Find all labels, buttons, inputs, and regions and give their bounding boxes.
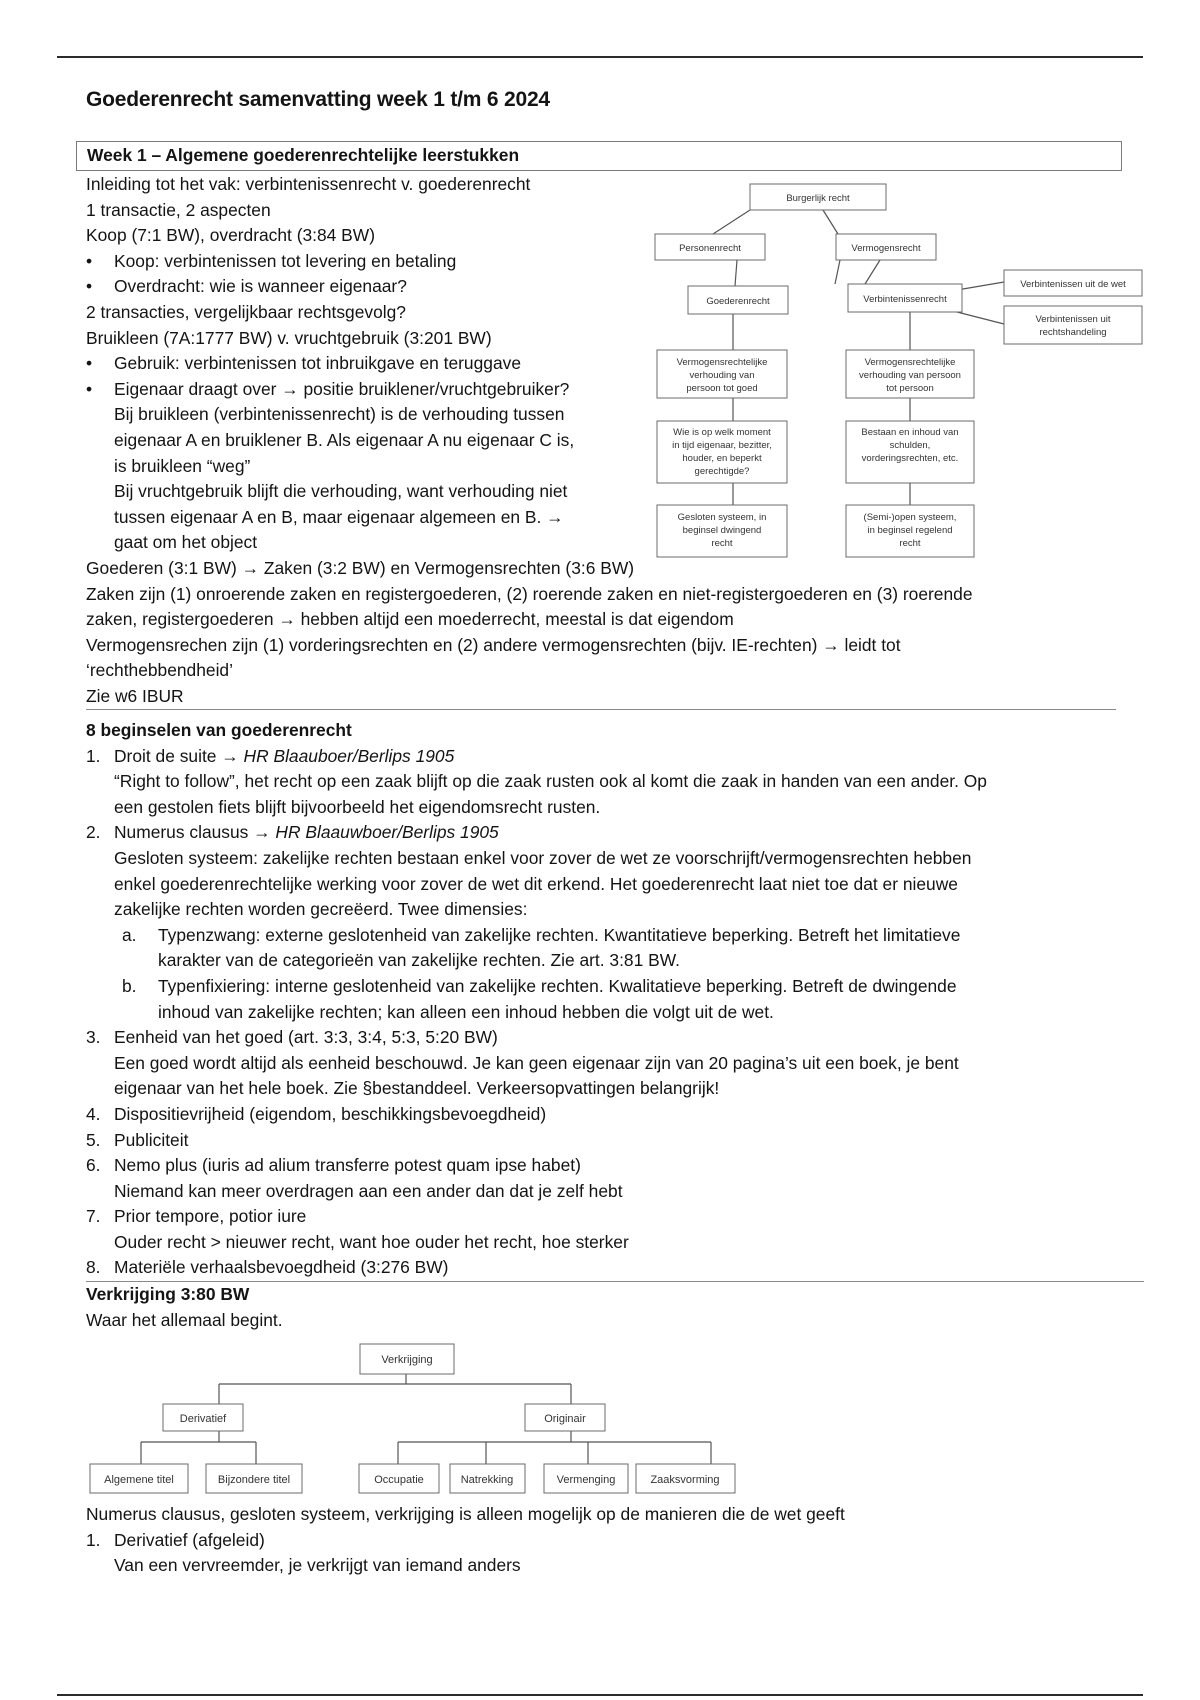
node-label: rechtshandeling: [1039, 327, 1107, 338]
bullet-item: • Overdracht: wie is wanneer eigenaar?: [86, 274, 1126, 300]
document-title: Goederenrecht samenvatting week 1 t/m 6 2024: [86, 88, 550, 111]
list-item: [86, 820, 1126, 846]
bullet-item: • Koop: verbintenissen tot levering en betaling: [86, 249, 1126, 275]
node-label: recht: [899, 538, 921, 549]
intro-line: Bruikleen (7A:1777 BW) v. vruchtgebruik (3:201 BW): [86, 327, 492, 348]
list-item: [86, 1255, 1144, 1282]
node-label: verhouding van: [689, 370, 755, 381]
node-label: Vermogensrecht: [851, 243, 921, 254]
list-item: [86, 1025, 1126, 1051]
node-label: Vermenging: [556, 1474, 616, 1486]
item-text: Prior tempore, potior iure: [114, 1206, 307, 1227]
list-number: 3.: [86, 1027, 101, 1048]
item-text: Eenheid van het goed (art. 3:3, 3:4, 5:3, 5:20 BW): [114, 1027, 498, 1048]
item-detail: Ouder recht > nieuwer recht, want hoe ouder het recht, hoe sterker: [114, 1231, 629, 1252]
list-number: 8.: [86, 1257, 101, 1278]
item-text: Publiciteit: [114, 1129, 189, 1150]
node-label: Bestaan en inhoud van: [861, 427, 959, 438]
node-label: Verkrijging: [381, 1354, 433, 1366]
node-label: beginsel dwingend: [682, 525, 762, 536]
node-label: houder, en beperkt: [682, 453, 762, 464]
item-detail: enkel goederenrechtelijke werking voor zover de wet dit erkend. Het goederenrecht laat niet toe dat er nieuwe: [114, 873, 958, 894]
item-text: Nemo plus (iuris ad alium transferre potest quam ipse habet): [114, 1155, 581, 1176]
list-number: 6.: [86, 1155, 101, 1176]
sub-text: karakter van de categorieën van zakelijke rechten. Zie art. 3:81 BW.: [158, 950, 680, 971]
node-label: Natrekking: [460, 1474, 514, 1486]
list-number: 4.: [86, 1103, 101, 1124]
node-label: in beginsel regelend: [867, 525, 953, 536]
node-label: Zaaksvorming: [650, 1474, 720, 1486]
intro-line: Goederen (3:1 BW) → Zaken (3:2 BW) en Vermogensrechten (3:6 BW): [86, 557, 635, 578]
node-label: Originair: [544, 1413, 586, 1425]
indented-line: is bruikleen “weg”: [114, 455, 251, 476]
node-label: recht: [711, 538, 733, 549]
item-text: Dispositievrijheid (eigendom, beschikkingsbevoegdheid): [114, 1103, 547, 1124]
indented-line: tussen eigenaar A en B, maar eigenaar algemeen en B. →: [114, 506, 564, 527]
item-detail: Van een vervreemder, je verkrijgt van iemand anders: [114, 1555, 521, 1576]
node-label: Verbintenissen uit: [1035, 314, 1111, 325]
item-text: Derivatief (afgeleid): [114, 1529, 265, 1550]
node-label: Verbintenissen uit de wet: [1020, 279, 1126, 290]
list-number: 5.: [86, 1129, 101, 1150]
intro-line: Vermogensrechen zijn (1) vorderingsrechten en (2) andere vermogensrechten (bijv. IE-rechten) → leidt tot: [86, 634, 901, 655]
list-number: 2.: [86, 822, 101, 843]
sub-text: inhoud van zakelijke rechten; kan alleen een inhoud hebben die volgt uit de wet.: [158, 1001, 774, 1022]
list-number: 7.: [86, 1206, 101, 1227]
node-label: Bijzondere titel: [217, 1474, 291, 1486]
node-label: Occupatie: [374, 1474, 424, 1486]
list-number: 1.: [86, 1529, 101, 1550]
node-label: gerechtigde?: [694, 466, 750, 477]
sub-letter: b.: [122, 975, 137, 996]
node-label: Vermogensrechtelijke: [864, 357, 956, 368]
item-detail: Niemand kan meer overdragen aan een ander dan dat je zelf hebt: [114, 1180, 623, 1201]
intro-line: Zie w6 IBUR: [86, 684, 1116, 711]
node-label: Algemene titel: [104, 1474, 174, 1486]
bottom-rule: [57, 1694, 1143, 1696]
list-item: [86, 1528, 1126, 1554]
item-text: Droit de suite →: [114, 745, 244, 766]
node-label: persoon tot goed: [686, 383, 758, 394]
item-text: Numerus clausus →: [114, 822, 276, 843]
bullet-item: • Eigenaar draagt over → positie bruiklener/vruchtgebruiker?: [86, 377, 1126, 403]
intro-line: 2 transacties, vergelijkbaar rechtsgevolg?: [86, 301, 406, 322]
list-item: [86, 1102, 1126, 1128]
node-label: Derivatief: [179, 1413, 227, 1425]
node-label: Goederenrecht: [706, 296, 770, 307]
item-detail: Een goed wordt altijd als eenheid beschouwd. Je kan geen eigenaar zijn van 20 pagina’s uit een boek, je bent: [114, 1052, 959, 1073]
section-intro: Waar het allemaal begint.: [86, 1309, 283, 1330]
item-detail: een gestolen fiets blijft bijvoorbeeld het eigendomsrecht rusten.: [114, 796, 601, 817]
sub-item: [86, 974, 1126, 1025]
node-label: Vermogensrechtelijke: [676, 357, 768, 368]
verkrijging-section: [86, 1502, 1126, 1579]
list-item: [86, 1153, 1126, 1179]
sub-item: [86, 923, 1126, 974]
indented-line: Bij bruikleen (verbintenissenrecht) is de verhouding tussen: [114, 404, 565, 425]
indented-line: eigenaar A en bruiklener B. Als eigenaar A nu eigenaar C is,: [114, 429, 575, 450]
item-detail: eigenaar van het hele boek. Zie §bestanddeel. Verkeersopvattingen belangrijk!: [114, 1078, 720, 1099]
section-heading: 8 beginselen van goederenrecht: [86, 720, 352, 740]
intro-line: ‘rechthebbendheid’: [86, 660, 233, 681]
sub-letter: a.: [122, 924, 137, 945]
top-rule: [57, 56, 1143, 58]
body-line: Numerus clausus, gesloten systeem, verkrijging is alleen mogelijk op de manieren die de wet geeft: [86, 1504, 845, 1524]
verkrijging-diagram: [86, 1340, 746, 1505]
node-label: Burgerlijk recht: [786, 193, 850, 204]
item-detail: zakelijke rechten worden gecreëerd. Twee dimensies:: [114, 899, 528, 920]
case-reference: HR Blaauboer/Berlips 1905: [243, 745, 455, 766]
intro-line: Inleiding tot het vak: verbintenissenrecht v. goederenrecht: [86, 174, 531, 194]
node-label: Verbintenissenrecht: [863, 294, 947, 305]
node-label: Personenrecht: [679, 243, 741, 254]
intro-line: Zaken zijn (1) onroerende zaken en registergoederen, (2) roerende zaken en niet-registergoederen en (3) roerende: [86, 583, 973, 604]
sub-text: Typenfixiering: interne geslotenheid van zakelijke rechten. Kwalitatieve beperking. Betreft de dwingende: [158, 975, 957, 996]
item-detail: “Right to follow”, het recht op een zaak blijft op die zaak rusten ook al komt die zaak in handen van een ander. Op: [114, 771, 987, 792]
list-item: [86, 744, 1126, 770]
section-heading: Verkrijging 3:80 BW: [86, 1284, 250, 1305]
intro-line: zaken, registergoederen → hebben altijd een moederrecht, meestal is dat eigendom: [86, 609, 734, 630]
list-item: [86, 1204, 1126, 1230]
item-text: Materiële verhaalsbevoegdheid (3:276 BW): [114, 1257, 449, 1278]
node-label: in tijd eigenaar, bezitter,: [672, 440, 772, 451]
indented-line: Bij vruchtgebruik blijft die verhouding, want verhouding niet: [114, 481, 568, 502]
case-reference: HR Blaauwboer/Berlips 1905: [275, 822, 499, 843]
node-label: Wie is op welk moment: [673, 427, 771, 438]
bullet-item: • Gebruik: verbintenissen tot inbruikgave en teruggave: [86, 351, 1126, 377]
node-label: verhouding van persoon: [859, 370, 961, 381]
beginselen-section: [86, 718, 1126, 1333]
sub-text: Typenzwang: externe geslotenheid van zakelijke rechten. Kwantitatieve beperking. Betreft het limitatieve: [158, 924, 961, 945]
node-verbintenissen-uit-rechtshandeling: [1004, 306, 1142, 344]
node-label: (Semi-)open systeem,: [863, 512, 957, 523]
item-detail: Gesloten systeem: zakelijke rechten bestaan enkel voor zover de wet ze voorschrijft/vermogensrechten hebben: [114, 847, 972, 868]
node-label: schulden,: [889, 440, 931, 451]
week1-header: Week 1 – Algemene goederenrechtelijke leerstukken: [87, 145, 520, 165]
legal-system-diagram: [650, 178, 1150, 563]
list-item: [86, 1128, 1126, 1154]
node-label: vorderingsrechten, etc.: [861, 453, 959, 464]
indented-line: gaat om het object: [114, 532, 258, 553]
node-label: Gesloten systeem, in: [677, 512, 767, 523]
intro-line: 1 transactie, 2 aspecten: [86, 199, 271, 220]
node-label: tot persoon: [886, 383, 934, 394]
intro-line: Koop (7:1 BW), overdracht (3:84 BW): [86, 225, 375, 246]
week1-header-box: [76, 141, 1122, 171]
list-number: 1.: [86, 745, 101, 766]
